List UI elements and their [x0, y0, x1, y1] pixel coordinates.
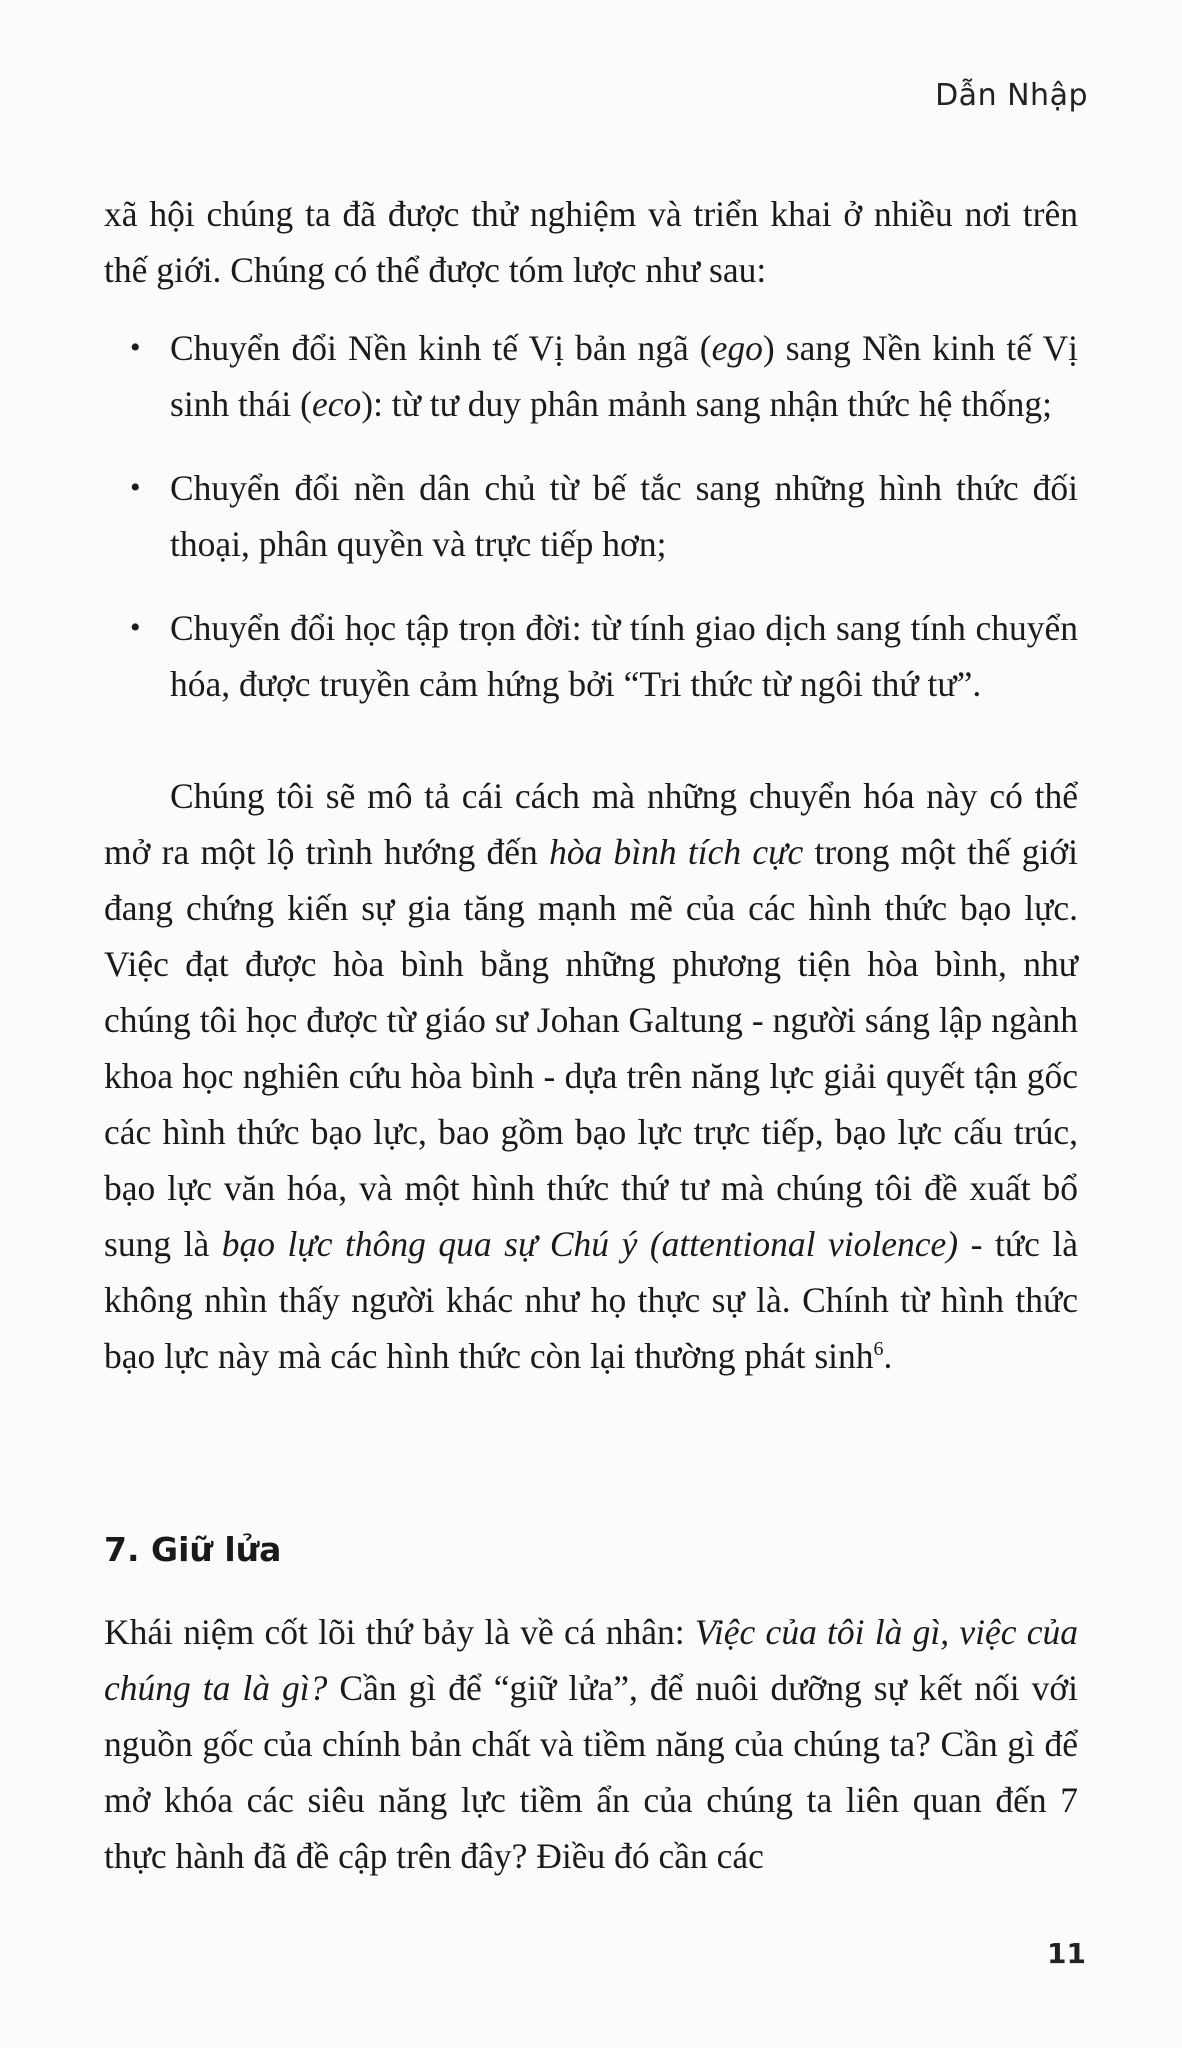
bullet-item: • Chuyển đổi nền dân chủ từ bế tắc sang những hình thức đối thoại, phân quyền và trực tiếp hơn; [104, 460, 1078, 572]
bullet-icon: • [130, 331, 141, 364]
bullet-item: • Chuyển đổi Nền kinh tế Vị bản ngã (ego) sang Nền kinh tế Vị sinh thái (eco): từ tư duy phân mảnh sang nhận thức hệ thống; [104, 320, 1078, 432]
intro-paragraph [104, 186, 1078, 298]
running-header: Dẫn Nhập [935, 78, 1088, 113]
body-paragraph-fire: Khái niệm cốt lõi thứ bảy là về cá nhân: Việc của tôi là gì, việc của chúng ta là gì? Cần gì để “giữ lửa”, để nuôi dưỡng sự kết nối với nguồn gốc của chính bản chất và tiềm năng của chúng ta? Cần gì để mở khóa các siêu năng lực tiềm ẩn của chúng ta liên quan đến 7 thực hành đã đề cập trên đây? Điều đó cần các [104, 1612, 1078, 1876]
intro-text: xã hội chúng ta đã được thử nghiệm và triển khai ở nhiều nơi trên thế giới. Chúng có thể được tóm lược như sau: [104, 194, 1078, 290]
bullet-item: • Chuyển đổi học tập trọn đời: từ tính giao dịch sang tính chuyển hóa, được truyền cảm hứng bởi “Tri thức từ ngôi thứ tư”. [104, 600, 1078, 712]
bullet-icon: • [130, 611, 141, 644]
page-number: 11 [1047, 1937, 1086, 1970]
section-heading: 7. Giữ lửa [104, 1530, 282, 1569]
footnote-marker: 6 [873, 1338, 884, 1361]
bullet-list [104, 320, 1078, 740]
body-paragraph-peace: Chúng tôi sẽ mô tả cái cách mà những chuyển hóa này có thể mở ra một lộ trình hướng đến hòa bình tích cực trong một thế giới đang chứng kiến sự gia tăng mạnh mẽ của các hình thức bạo lực. Việc đạt được hòa bình bằng những phương tiện hòa bình, như chúng tôi học được từ giáo sư Johan Galtung - người sáng lập ngành khoa học nghiên cứu hòa bình - dựa trên năng lực giải quyết tận gốc các hình thức bạo lực, bao gồm bạo lực trực tiếp, bạo lực cấu trúc, bạo lực văn hóa, và một hình thức thứ tư mà chúng tôi đề xuất bổ sung là bạo lực thông qua sự Chú ý (attentional violence) - tức là không nhìn thấy người khác như họ thực sự là. Chính từ hình thức bạo lực này mà các hình thức còn lại thường phát $\sinh^6$. [104, 776, 1079, 1376]
bullet-icon: • [130, 471, 141, 504]
